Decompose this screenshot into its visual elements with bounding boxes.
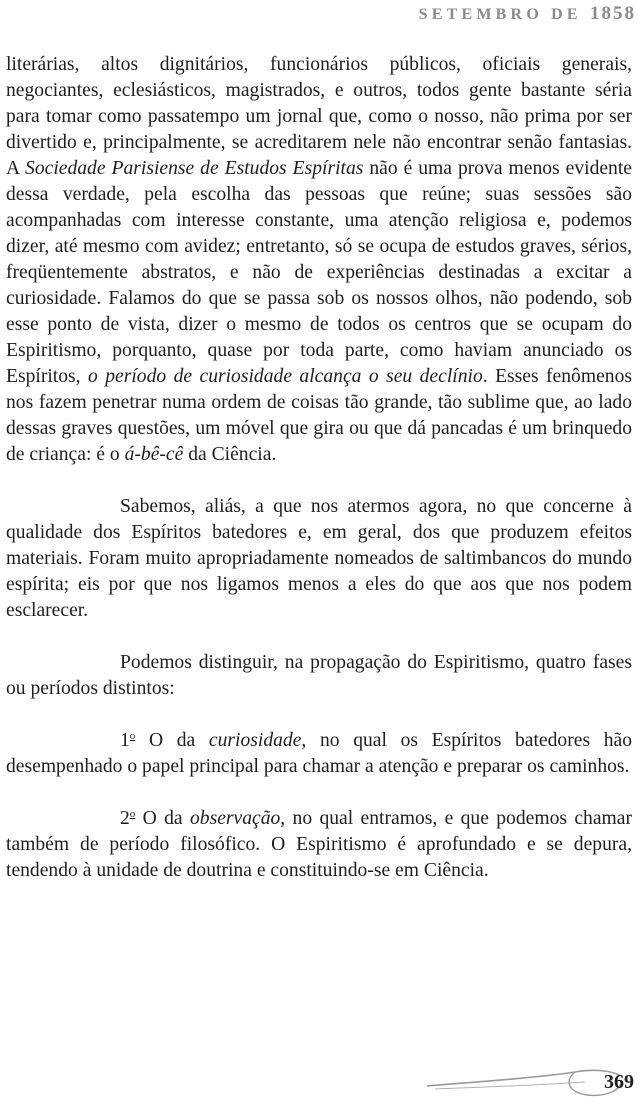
running-header (419, 3, 636, 25)
phase-1-text-b: , no qual os Espíritos batedores hão desempenhado o papel principal para chamar a atenção e preparar os caminhos. (6, 730, 633, 777)
paragraph-2: Sabemos, aliás, a que nos atermos agora, no que concerne à qualidade dos Espíritos batedores e, em geral, dos que produzem efeitos materiais. Foram muito apropriadamente nomeados de saltimbancos do mundo espírita; eis por que nos ligamos menos a eles do que aos que nos podem esclarecer. (6, 496, 632, 621)
phase-2-number: 2 (120, 808, 130, 829)
page-number-swash-ornament (425, 1062, 625, 1098)
paragraph-1-text-b: não é uma prova menos evidente dessa verdade, pela escolha das pessoas que reúne; suas sessões são acompanhadas com interesse constante, uma atenção religiosa e, podemos dizer, até mesmo com avidez; entretanto, só se ocupa de estudos graves, sérios, freqüentemente abstratos, e não de experiências destinadas a excitar a curiosidade. Falamos do que se passa sob os nossos olhos, não podendo, sob esse ponto de vista, dizer o mesmo de todos os centros que se ocupam do Espiritismo, porquanto, quase por toda parte, como haviam anunciado os Espíritos, (6, 158, 632, 387)
phase-2-text-b: , no qual entramos, e que podemos chamar também de período filosófico. O Espiritismo é aprofundado e se depura, tendendo à unidade de doutrina e constituindo-se em Ciência. (6, 808, 633, 881)
phase-1-ordinal: o (129, 730, 136, 742)
paragraph-1-text-a: literárias, altos dignitários, funcionários públicos, oficiais generais, negociantes, eclesiásticos, magistrados, e outros, todos gente bastante séria para tomar como passatempo um jornal que, como o nosso, não prima por ser divertido e, principalmente, se acreditarem nele não encontrar senão fantasias. A (6, 54, 632, 179)
curiosity-italic: curiosidade (208, 730, 302, 751)
phase-2-ordinal: o (129, 808, 136, 820)
paragraph-3: Podemos distinguir, na propagação do Espiritismo, quatro fases ou períodos distintos: (6, 652, 632, 699)
paragraph-4 (6, 728, 632, 780)
header-year: 1858 (590, 3, 636, 24)
society-name-italic: Sociedade Parisiense de Estudos Espíritas (25, 158, 364, 179)
phase-1-text-a: O da (135, 730, 209, 751)
abc-italic: á-bê-cê (124, 444, 184, 465)
observation-italic: observação (189, 808, 281, 829)
curiosity-decline-italic: o período de curiosidade alcança o seu declínio (88, 366, 483, 387)
page-body (6, 52, 632, 884)
header-month: SETEMBRO DE (418, 6, 582, 23)
page-number: 369 (604, 1071, 634, 1093)
paragraph-1 (6, 52, 632, 468)
phase-1-number: 1 (120, 730, 130, 751)
paragraph-1-text-c: . Esses fenômenos nos fazem penetrar numa ordem de coisas tão grande, tão sublime que, ao lado dessas graves questões, um móvel que gira ou que dá pancadas é um brinquedo de criança: é o (6, 366, 632, 465)
paragraph-5 (6, 806, 632, 884)
paragraph-1-text-d: da Ciência. (183, 444, 277, 465)
phase-2-text-a: O da (135, 808, 190, 829)
swash-upper-stroke (427, 1070, 621, 1086)
